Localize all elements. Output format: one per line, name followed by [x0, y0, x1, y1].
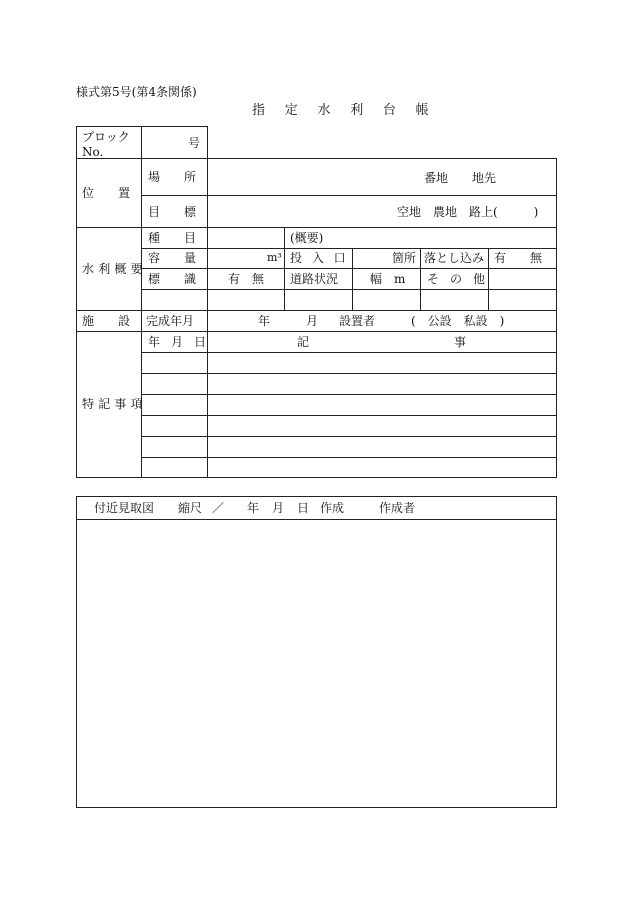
nen-label: 年 [247, 501, 260, 515]
haba-label: 幅 m [370, 272, 406, 286]
ki-header: 記 [297, 335, 310, 349]
hyoshiki-label: 標 識 [148, 272, 197, 286]
date-header: 年 月 日 [148, 335, 210, 349]
basho-label: 場 所 [148, 170, 197, 184]
kasho-label: 箇所 [392, 251, 417, 265]
setchisha-label: 設置者 [339, 314, 376, 328]
gaiyo-label: (概要) [290, 231, 324, 245]
form-number: 様式第5号(第4条関係) [76, 85, 197, 99]
slash-label: ／ [212, 501, 225, 515]
mokuhyo-text: 空地 農地 路上( ) [397, 205, 539, 219]
tonyuko-label: 投 入 口 [290, 251, 349, 265]
ichi-label: 位 置 [82, 186, 131, 200]
doro-label: 道路状況 [290, 272, 339, 286]
otoshikomi-label: 落とし込み [424, 251, 485, 265]
umu-top: 有 無 [494, 251, 543, 265]
nengetsu-label: 年 月 [258, 314, 319, 328]
tokki-label: 特記事項 [82, 397, 147, 411]
suiri-label: 水利概要 [82, 262, 147, 276]
block-label: ブロック No. [82, 130, 130, 159]
koto-header: 事 [454, 335, 467, 349]
page-title: 指 定 水 利 台 帳 [252, 103, 437, 118]
kobetsu-label: ( 公設 私設 ) [411, 314, 505, 328]
tsuki-label: 月 [272, 501, 285, 515]
shukushaku-label: 縮尺 [178, 501, 203, 515]
kansei-label: 完成年月 [146, 314, 195, 328]
sakuseisha-label: 作成者 [379, 501, 416, 515]
map-header-divider [76, 519, 557, 520]
mokuhyo-label: 目 標 [148, 205, 197, 219]
yoryo-label: 容 量 [148, 251, 197, 265]
umu-mid: 有 無 [228, 272, 265, 286]
shumoku-label: 種 目 [148, 231, 197, 245]
m3-unit: m³ [267, 251, 282, 264]
sakusei-label: 作成 [320, 501, 345, 515]
map-box [76, 496, 557, 808]
fukin-label: 付近見取図 [94, 501, 155, 515]
basho-text: 番地 地先 [424, 171, 497, 185]
sonota-label: そ の 他 [427, 272, 489, 286]
block-go: 号 [188, 136, 201, 150]
shisetsu-label: 施 設 [82, 314, 131, 328]
hi-label: 日 [297, 501, 310, 515]
